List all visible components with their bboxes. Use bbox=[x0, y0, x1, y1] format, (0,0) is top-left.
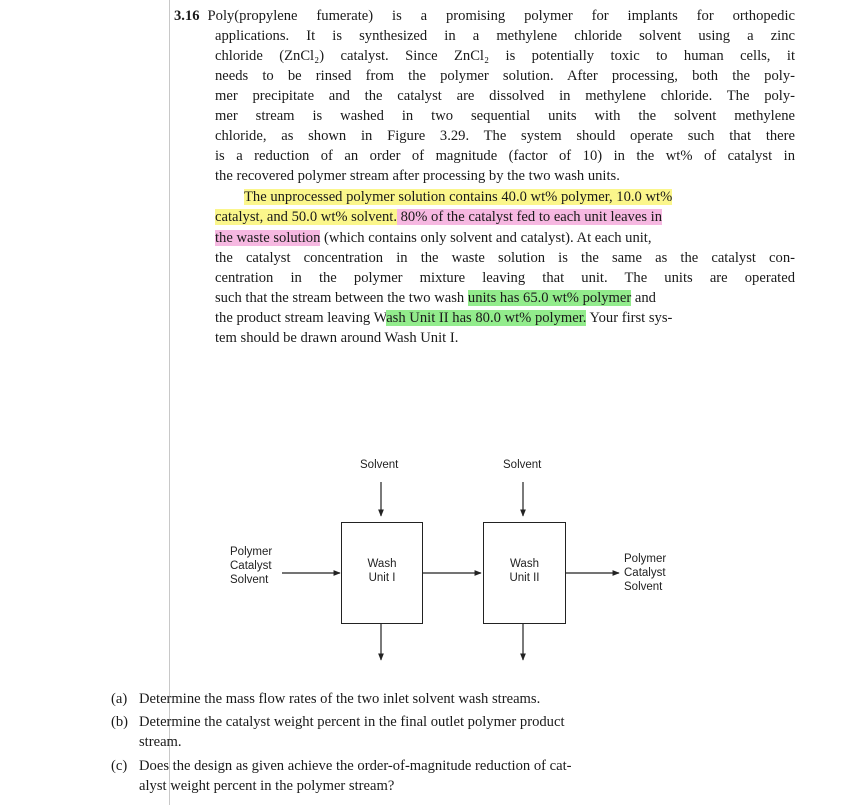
highlight-yellow: catalyst, and 50.0 wt% solvent. bbox=[215, 209, 397, 225]
highlight-pink: the waste solution bbox=[215, 230, 321, 246]
product-labels: Polymer Catalyst Solvent bbox=[624, 553, 667, 593]
wash-unit-1: Wash Unit I bbox=[341, 522, 423, 624]
question-c: (c) Does the design as given achieve the order-of-magnitude reduction of cat- bbox=[111, 758, 572, 774]
feed-labels: Polymer Catalyst Solvent bbox=[230, 546, 273, 586]
text-line: tem should be drawn around Wash Unit I. bbox=[215, 330, 459, 346]
solvent-inlet-2-label: Solvent bbox=[503, 459, 542, 471]
text-line: such that the stream between the two wash units has 65.0 wt% polymer and bbox=[215, 290, 656, 306]
text-line: is a reduction of an order of magnitude (factor of 10) in the wt% of catalyst in bbox=[215, 148, 795, 164]
text-line: chloride (ZnCl₂) catalyst. Since ZnCl₂ is potentially toxic to human cells, it bbox=[215, 48, 795, 64]
highlight-green: units has 65.0 wt% polymer bbox=[467, 290, 632, 306]
question-a: (a) Determine the mass flow rates of the two inlet solvent wash streams. bbox=[111, 691, 541, 707]
text-line: applications. It is synthesized in a methylene chloride solvent using a zinc bbox=[215, 28, 795, 44]
question-b-cont: stream. bbox=[139, 734, 182, 750]
text-line: the recovered polymer stream after processing by the two wash units. bbox=[215, 168, 620, 184]
text-line: chloride, as shown in Figure 3.29. The system should operate such that there bbox=[215, 128, 795, 144]
text-line: mer stream is washed in two sequential units with the solvent methylene bbox=[215, 108, 795, 124]
text-line: the catalyst concentration in the waste solution is the same as the catalyst con- bbox=[215, 250, 795, 266]
highlight-yellow: The unprocessed polymer solution contains 40.0 wt% polymer, 10.0 wt% bbox=[244, 189, 673, 205]
text-line: the waste solution (which contains only solvent and catalyst). At each unit, bbox=[215, 230, 652, 246]
question-b: (b) Determine the catalyst weight percent in the final outlet polymer product bbox=[111, 714, 565, 730]
solvent-inlet-1-label: Solvent bbox=[360, 459, 399, 471]
text-line: the product stream leaving Wash Unit II has 80.0 wt% polymer. Your first sys- bbox=[215, 310, 673, 326]
highlight-green: ash Unit II has 80.0 wt% polymer. bbox=[386, 310, 587, 326]
highlight-pink: 80% of the catalyst fed to each unit leaves in bbox=[396, 209, 663, 225]
text-line: mer precipitate and the catalyst are dissolved in methylene chloride. The poly- bbox=[215, 88, 795, 104]
text-line: 3.16 Poly(propylene fumerate) is a promising polymer for implants for orthopedic bbox=[174, 8, 795, 24]
question-c-cont: alyst weight percent in the polymer stream? bbox=[139, 778, 395, 794]
text-line: needs to be rinsed from the polymer solution. After processing, both the poly- bbox=[215, 68, 795, 84]
wash-unit-2: Wash Unit II bbox=[483, 522, 566, 624]
text-line: centration in the polymer mixture leaving that unit. The units are operated bbox=[215, 270, 795, 286]
problem-number: 3.16 bbox=[174, 8, 200, 24]
